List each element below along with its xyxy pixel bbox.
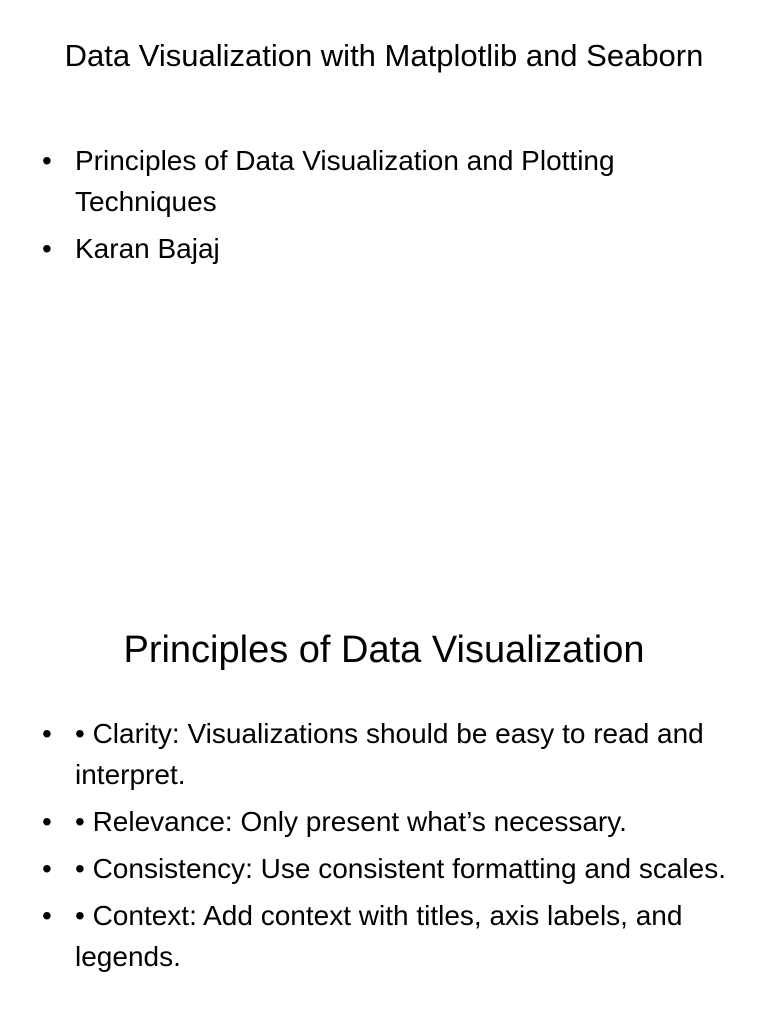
bullet-marker: •	[42, 145, 52, 176]
bullet-marker: •	[42, 853, 52, 884]
bullet-text: • Context: Add context with titles, axis labels, and legends.	[75, 900, 683, 972]
bullet-text: • Consistency: Use consistent formatting and scales.	[75, 853, 726, 884]
bullet-text: Karan Bajaj	[75, 233, 220, 264]
bullet-marker: •	[42, 718, 52, 749]
slide-title: Data Visualization with Matplotlib and Seaborn	[64, 38, 704, 73]
bullet-list	[40, 713, 730, 983]
bullet-item	[40, 848, 730, 889]
bullet-item	[40, 713, 730, 795]
bullet-text: Principles of Data Visualization and Plotting Techniques	[75, 145, 615, 217]
bullet-item	[40, 228, 730, 269]
bullet-marker: •	[42, 233, 52, 264]
bullet-text: • Clarity: Visualizations should be easy to read and interpret.	[75, 718, 704, 790]
slide-2	[0, 512, 768, 1024]
bullet-text: • Relevance: Only present what’s necessary.	[75, 806, 627, 837]
bullet-item	[40, 801, 730, 842]
bullet-list	[40, 140, 730, 275]
bullet-marker: •	[42, 900, 52, 931]
bullet-marker: •	[42, 806, 52, 837]
bullet-item	[40, 140, 730, 222]
bullet-item	[40, 895, 730, 977]
slide-title: Principles of Data Visualization	[123, 629, 645, 671]
